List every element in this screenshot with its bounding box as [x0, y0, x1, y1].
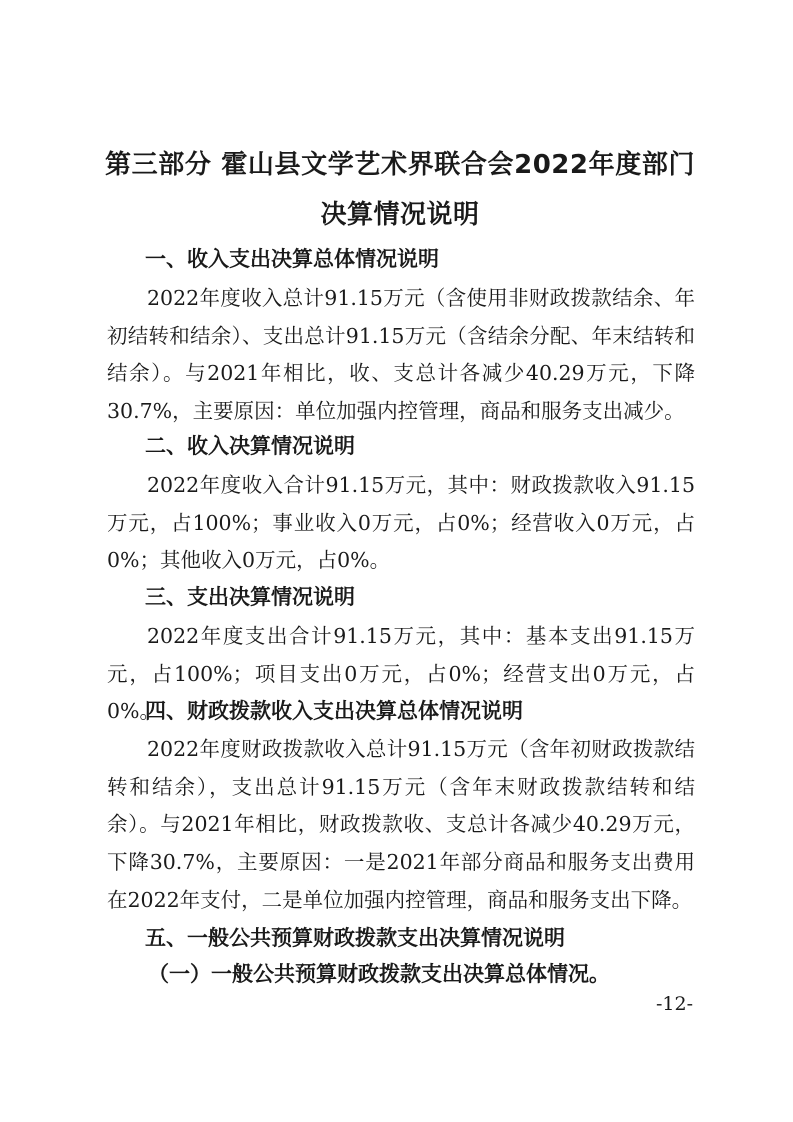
- section-heading-5: 五、一般公共预算财政拨款支出决算情况说明: [145, 926, 565, 950]
- section-heading-1: 一、收入支出决算总体情况说明: [145, 247, 439, 271]
- section-heading-4: 四、财政拨款收入支出决算总体情况说明: [145, 699, 523, 723]
- page-number: -12-: [655, 993, 693, 1015]
- document-title: 第三部分 霍山县文学艺术界联合会2022年度部门决算情况说明: [105, 150, 695, 230]
- section-body-4: 2022年度财政拨款收入总计91.15万元（含年初财政拨款结转和结余），支出总计91.15万元（含年末财政拨款结转和结余）。与2021年相比，财政拨款收、支总计各减少40.29万元，下降30.7%，主要原因：一是2021年部分商品和服务支出费用在2022年支付，二是单位加强内控管理，商品和服务支出下降。: [107, 737, 695, 912]
- section-heading-3: 三、支出决算情况说明: [145, 585, 355, 609]
- section-heading-2: 二、收入决算情况说明: [145, 434, 355, 458]
- section-body-3: 2022年度支出合计91.15万元，其中：基本支出91.15万元，占100%；项目支出0万元，占0%；经营支出0万元，占0%。: [107, 624, 695, 724]
- subsection-heading: （一）一般公共预算财政拨款支出决算总体情况。: [148, 962, 610, 986]
- section-body-1: 2022年度收入总计91.15万元（含使用非财政拨款结余、年初结转和结余）、支出总计91.15万元（含结余分配、年末结转和结余）。与2021年相比，收、支总计各减少40.29万元，下降30.7%，主要原因：单位加强内控管理，商品和服务支出减少。: [107, 286, 695, 424]
- section-body-2: 2022年度收入合计91.15万元，其中：财政拨款收入91.15万元，占100%；事业收入0万元，占0%；经营收入0万元，占0%；其他收入0万元，占0%。: [107, 473, 695, 573]
